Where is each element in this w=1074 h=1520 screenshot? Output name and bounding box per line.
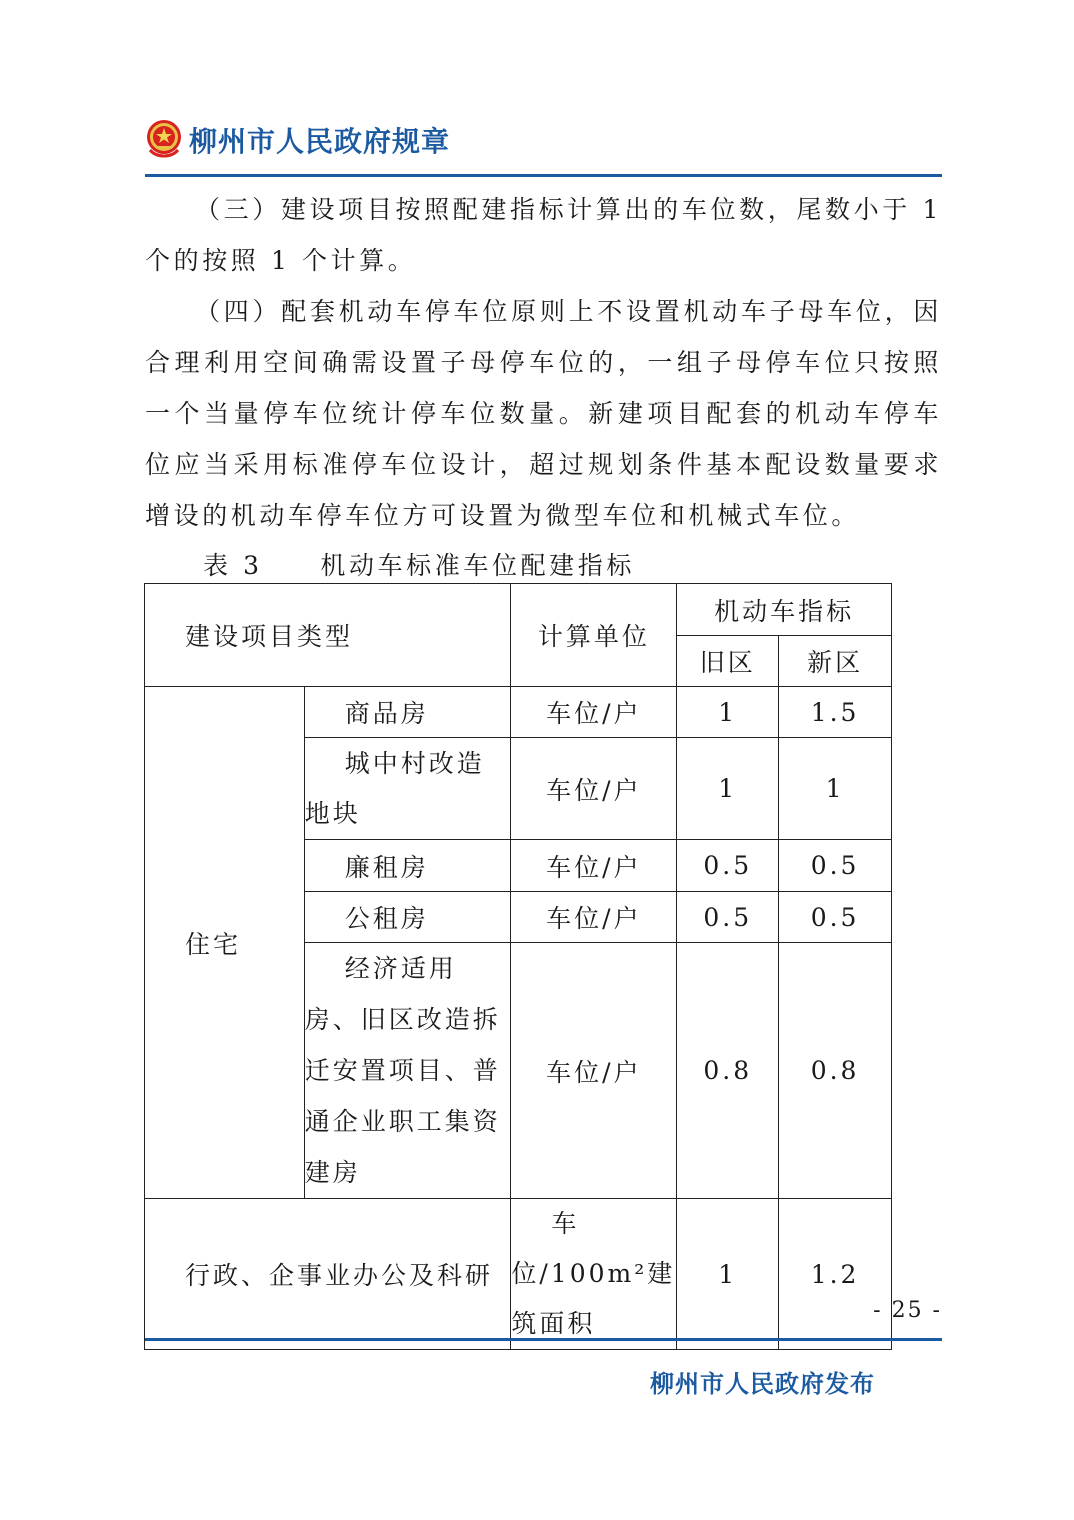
table-caption: 表 3 机动车标准车位配建指标 bbox=[203, 551, 635, 580]
paragraph-3: （三）建设项目按照配建指标计算出的车位数，尾数小于 1 个的按照 1 个计算。 bbox=[145, 195, 942, 275]
footer-divider bbox=[145, 1338, 942, 1341]
row-new: 1.5 bbox=[779, 687, 892, 738]
row-old: 0.5 bbox=[677, 892, 779, 943]
row-unit: 车位/户 bbox=[511, 687, 677, 738]
row-type: 行政、企事业办公及科研 bbox=[145, 1199, 511, 1350]
table-row bbox=[145, 687, 892, 738]
row-unit: 车位/户 bbox=[511, 738, 677, 840]
row-new: 1.2 bbox=[779, 1199, 892, 1350]
row-unit: 车位/户 bbox=[511, 840, 677, 892]
body-text bbox=[145, 184, 942, 591]
row-unit: 车位/户 bbox=[511, 892, 677, 943]
row-type: 城中村改造地块 bbox=[304, 738, 511, 840]
parking-index-table bbox=[144, 583, 892, 1350]
row-type: 廉租房 bbox=[304, 840, 511, 892]
row-type: 公租房 bbox=[304, 892, 511, 943]
header-new-district: 新区 bbox=[779, 636, 892, 687]
national-emblem-icon bbox=[145, 118, 183, 158]
header-index: 机动车指标 bbox=[677, 584, 892, 636]
row-old: 0.8 bbox=[677, 943, 779, 1199]
row-new: 0.8 bbox=[779, 943, 892, 1199]
header-old-district: 旧区 bbox=[677, 636, 779, 687]
row-type: 商品房 bbox=[304, 687, 511, 738]
header-unit: 计算单位 bbox=[511, 584, 677, 687]
footer-publisher: 柳州市人民政府发布 bbox=[650, 1370, 875, 1398]
table-header-row bbox=[145, 584, 892, 636]
residential-label: 住宅 bbox=[145, 687, 305, 1199]
row-old: 1 bbox=[677, 738, 779, 840]
page-header bbox=[145, 116, 942, 176]
row-new: 0.5 bbox=[779, 892, 892, 943]
row-old: 1 bbox=[677, 687, 779, 738]
row-new: 1 bbox=[779, 738, 892, 840]
header-title: 柳州市人民政府规章 bbox=[189, 125, 451, 158]
table-row bbox=[145, 1199, 892, 1350]
row-new: 0.5 bbox=[779, 840, 892, 892]
page-number: - 25 - bbox=[873, 1298, 942, 1323]
header-project-type: 建设项目类型 bbox=[145, 584, 511, 687]
row-unit: 车位/100m²建筑面积 bbox=[511, 1199, 677, 1350]
paragraph-4: （四）配套机动车停车位原则上不设置机动车子母车位，因合理利用空间确需设置子母停车位的，一组子母停车位只按照一个当量停车位统计停车位数量。新建项目配套的机动车停车位应当采用标准停车位设计，超过规划条件基本配设数量要求增设的机动车停车位方可设置为微型车位和机械式车位。 bbox=[145, 297, 942, 530]
row-old: 1 bbox=[677, 1199, 779, 1350]
row-type: 经济适用房、旧区改造拆迁安置项目、普通企业职工集资建房 bbox=[304, 943, 511, 1199]
row-old: 0.5 bbox=[677, 840, 779, 892]
header-divider bbox=[145, 174, 942, 177]
row-unit: 车位/户 bbox=[511, 943, 677, 1199]
